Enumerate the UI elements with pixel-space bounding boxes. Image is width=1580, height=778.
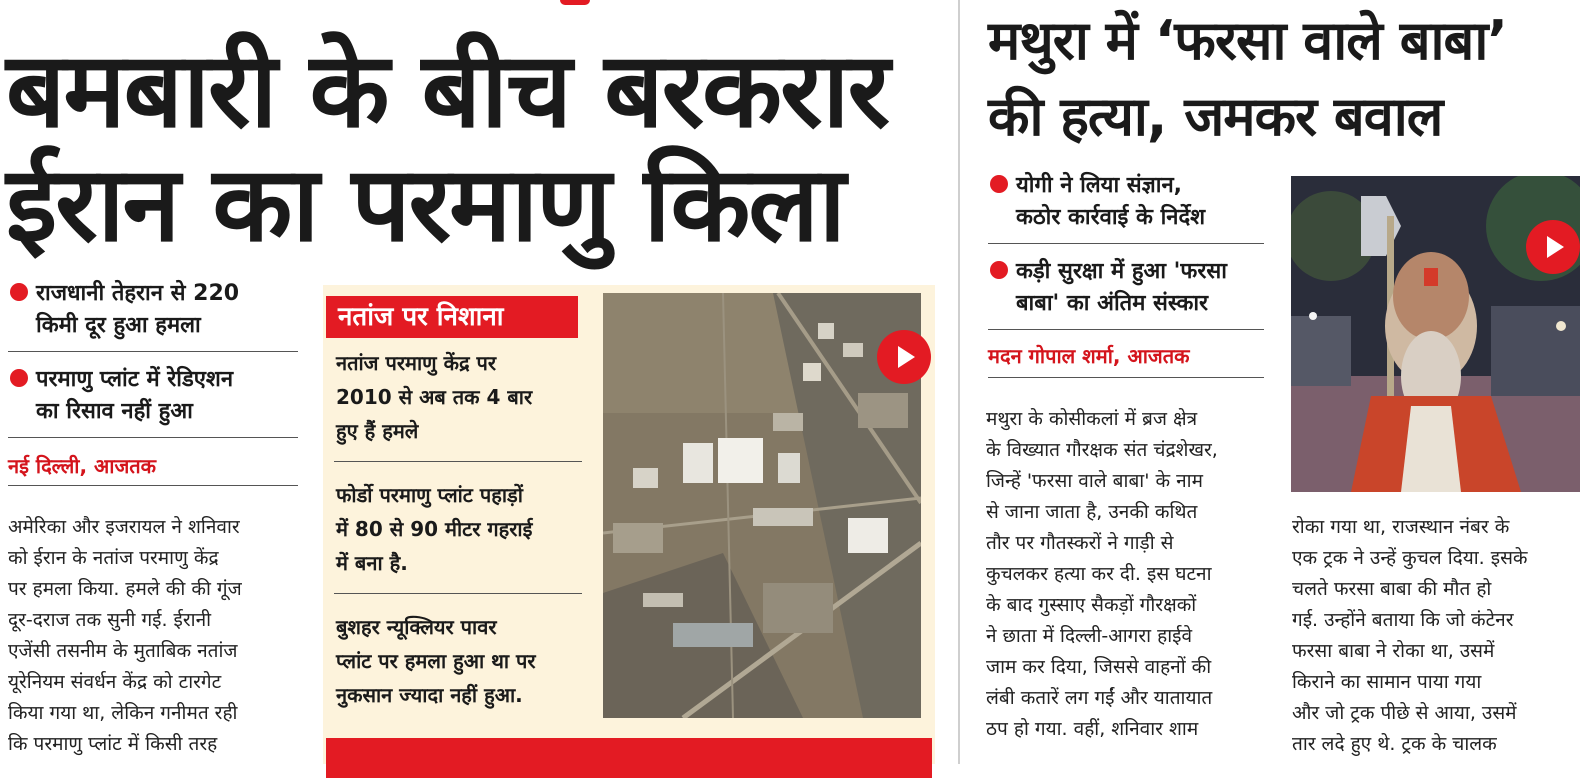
left-body-line: पर हमला किया. हमले की की गूंज [8, 578, 242, 600]
left-body-line: एजेंसी तसनीम के मुताबिक नतांज [8, 640, 238, 662]
facts-item-1 [336, 346, 532, 448]
right-bullet-1-line-1: योगी ने लिया संज्ञान, [1016, 173, 1183, 198]
left-body-text [8, 512, 308, 760]
facts-item-line: बुशहर न्यूक्लियर पावर [336, 615, 497, 639]
play-icon[interactable] [877, 330, 931, 384]
left-bullet-rule-2 [8, 437, 298, 438]
right-body-line: किराने का सामान पाया गया [1292, 671, 1482, 693]
right-body-line: से जाना जाता है, उनकी कथित [986, 501, 1198, 523]
left-byline: नई दिल्ली, आजतक [8, 454, 157, 478]
facts-item-line: नतांज परमाणु केंद्र पर [336, 351, 497, 375]
right-body-line: और जो ट्रक पीछे से आया, उसमें [1292, 702, 1517, 724]
left-body-line: कि परमाणु प्लांट में किसी तरह [8, 733, 218, 755]
farsa-baba-photo [1291, 176, 1580, 492]
facts-item-line: प्लांट पर हमला हुआ था पर [336, 649, 536, 673]
right-body-line: ठप हो गया. वहीं, शनिवार शाम [986, 718, 1199, 740]
right-body-line: लंबी कतारें लग गईं और यातायात [986, 687, 1213, 709]
right-byline: मदन गोपाल शर्मा, आजतक [988, 344, 1190, 368]
facts-item-line: हुए हैं हमले [336, 419, 419, 443]
left-bullet-1 [10, 278, 310, 342]
left-byline-rule [8, 485, 298, 486]
right-body-line: तार लदे हुए थे. ट्रक के चालक [1292, 733, 1497, 755]
facts-item-line: 2010 से अब तक 4 बार [336, 385, 533, 409]
facts-rule-1 [334, 461, 582, 462]
bullet-dot-icon [10, 283, 28, 301]
facts-item-line: में बना है. [336, 551, 408, 575]
left-body-line: किया गया था, लेकिन गनीमत रही [8, 702, 238, 724]
facts-item-2 [336, 478, 532, 580]
facts-item-line: नुकसान ज्यादा नहीं हुआ. [336, 683, 523, 707]
right-body-line: कुचलकर हत्या कर दी. इस घटना [986, 563, 1212, 585]
right-body-line: के बाद गुस्साए सैकड़ों गौरक्षकों [986, 594, 1197, 616]
right-body-line: के विख्यात गौरक्षक संत चंद्रशेखर, [986, 439, 1218, 461]
right-headline-line-1: मथुरा में ‘फरसा वाले बाबा’ [988, 9, 1507, 72]
left-bullet-2-line-2: का रिसाव नहीं हुआ [36, 399, 193, 424]
column-divider [958, 0, 960, 764]
left-headline-line-2: ईरान का परमाणु किला [6, 143, 844, 265]
right-body-line: फरसा बाबा ने रोका था, उसमें [1292, 640, 1495, 662]
facts-item-3 [336, 610, 536, 712]
facts-box-second-title-bar [326, 738, 932, 778]
top-red-strip [560, 0, 590, 5]
bullet-dot-icon [990, 175, 1008, 193]
farsa-baba-photo-drawing [1291, 176, 1580, 492]
satellite-image-drawing [603, 293, 921, 718]
left-bullet-1-line-2: किमी दूर हुआ हमला [36, 313, 201, 338]
right-body-col-2 [1292, 512, 1580, 760]
right-body-line: मथुरा के कोसीकलां में ब्रज क्षेत्र [986, 408, 1198, 430]
facts-item-line: में 80 से 90 मीटर गहराई [336, 517, 533, 541]
left-bullet-rule-1 [8, 351, 298, 352]
right-body-line: चलते फरसा बाबा की मौत हो [1292, 578, 1492, 600]
right-body-line: जिन्हें 'फरसा वाले बाबा' के नाम [986, 470, 1203, 492]
right-bullet-rule-1 [988, 243, 1264, 244]
right-bullet-1-line-2: कठोर कार्रवाई के निर्देश [1016, 205, 1206, 230]
right-bullet-2-line-2: बाबा' का अंतिम संस्कार [1016, 291, 1209, 316]
left-body-line: यूरेनियम संवर्धन केंद्र को टारगेट [8, 671, 222, 693]
facts-rule-2 [334, 593, 582, 594]
right-body-line: ने छाता में दिल्ली-आगरा हाईवे [986, 625, 1193, 647]
right-bullet-2 [990, 256, 1280, 320]
satellite-image [603, 293, 921, 718]
right-body-line: रोका गया था, राजस्थान नंबर के [1292, 516, 1510, 538]
right-body-col-1 [986, 404, 1276, 745]
left-bullet-1-line-1: राजधानी तेहरान से 220 [36, 281, 240, 306]
left-bullet-2 [10, 364, 310, 428]
play-icon[interactable] [1526, 220, 1580, 274]
facts-box-title: नतांज पर निशाना [326, 296, 578, 338]
right-body-line: तौर पर गौतस्करों ने गाड़ी से [986, 532, 1174, 554]
left-body-line: दूर-दराज तक सुनी गई. ईरानी [8, 609, 212, 631]
left-headline-line-1: बमबारी के बीच बरकरार [6, 29, 889, 151]
right-bullet-rule-2 [988, 329, 1264, 330]
bullet-dot-icon [990, 261, 1008, 279]
right-bullet-2-line-1: कड़ी सुरक्षा में हुआ 'फरसा [1016, 259, 1227, 284]
right-body-line: एक ट्रक ने उन्हें कुचल दिया. इसके [1292, 547, 1528, 569]
right-body-line: गई. उन्होंने बताया कि जो कंटेनर [1292, 609, 1514, 631]
left-bullet-2-line-1: परमाणु प्लांट में रेडिएशन [36, 367, 234, 392]
facts-item-line: फोर्डो परमाणु प्लांट पहाड़ों [336, 483, 523, 507]
left-body-line: को ईरान के नतांज परमाणु केंद्र [8, 547, 219, 569]
right-byline-rule [988, 377, 1264, 378]
right-headline-line-2: की हत्या, जमकर बवाल [988, 85, 1443, 148]
left-body-line: अमेरिका और इजरायल ने शनिवार [8, 516, 240, 538]
right-body-line: जाम कर दिया, जिससे वाहनों की [986, 656, 1212, 678]
right-bullet-1 [990, 170, 1280, 234]
bullet-dot-icon [10, 369, 28, 387]
